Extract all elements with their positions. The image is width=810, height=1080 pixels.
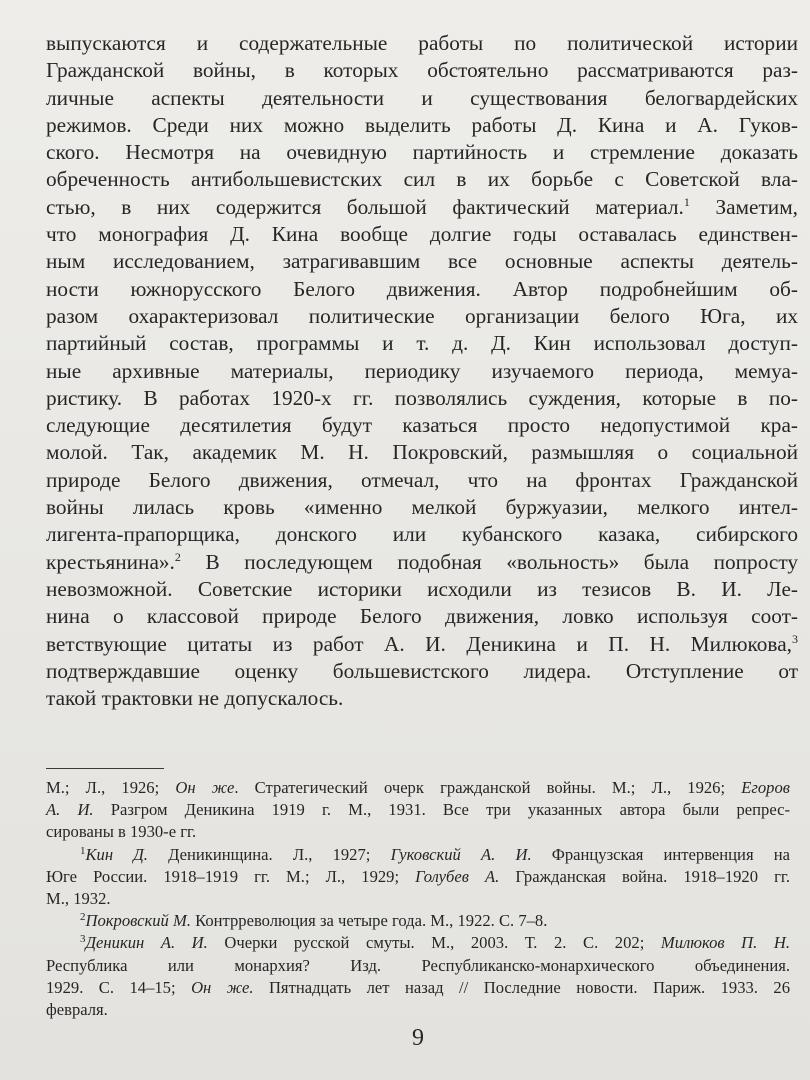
footnote-2 (46, 910, 790, 932)
text-line: нина о классовой природе Белого движения, ловко используя соот- (46, 604, 798, 629)
footnote-line (46, 799, 790, 821)
text-segment: 1929. С. 14–15; (46, 977, 192, 997)
author-name: Он же. (191, 977, 254, 997)
text-segment: . Стратегический очерк гражданской войны. М.; Л., 1926; (234, 778, 742, 797)
body-text (46, 30, 798, 712)
text-line: что монография Д. Кина вообще долгие годы оставалась единствен- (46, 222, 798, 247)
footnote-1 (46, 844, 790, 866)
footnotes (46, 777, 790, 1021)
text-line: режимов. Среди них можно выделить работы Д. Кина и А. Гуков- (46, 112, 798, 137)
text-line (46, 194, 798, 221)
text-segment: Французская интервенция на (531, 844, 791, 864)
text-line: ристику. В работах 1920-х гг. позволялись суждения, которые в по- (46, 385, 798, 410)
text-segment: Очерки русской смуты. М., 2003. Т. 2. С. 202; (207, 933, 661, 953)
text-line: такой трактовки не допускалось. (46, 686, 344, 711)
footnote-line (46, 866, 790, 888)
author-name: Он же (175, 778, 235, 797)
text-line: ского. Несмотря на очевидную партийность и стремление доказать (46, 140, 798, 165)
author-name: Милюков П. Н. (660, 933, 790, 953)
footnote-line: Республика или монархия? Изд. Республиканско-монархического объединения. (46, 955, 790, 975)
footnote-ref-3[interactable]: 3 (792, 631, 798, 646)
author-name: Деникин А. И. (85, 933, 208, 953)
footnote-number: 1 (80, 844, 86, 857)
text-line (46, 549, 798, 576)
text-line: партийный состав, программы и т. д. Д. Кин использовал доступ- (46, 331, 798, 356)
text-line: разом охарактеризовал политические организации белого Юга, их (46, 303, 798, 328)
author-name: А. И. (46, 800, 94, 820)
text-line: ным исследованием, затрагивавшим все основные аспекты деятель- (46, 249, 798, 274)
text-line: подтверждавшие оценку большевистского лидера. Отступление от (46, 658, 798, 683)
text-segment: стью, в них содержится большой фактический материал. (46, 194, 684, 219)
text-line: ные архивные материалы, периодику изучаемого периода, мемуа- (46, 358, 798, 383)
author-name: Покровский М. (85, 911, 191, 931)
footnote-number: 2 (80, 911, 86, 924)
page-number: 9 (412, 1025, 424, 1051)
footnote-line: февраля. (46, 1000, 108, 1020)
text-line: личные аспекты деятельности и существования белогвардейских (46, 85, 798, 110)
author-name: Егоров (741, 778, 790, 797)
footnote-ref-1[interactable]: 1 (683, 194, 690, 209)
text-segment: Гражданская война. 1918–1920 гг. (499, 866, 790, 886)
text-line: обреченность антибольшевистских сил в их борьбе с Советской вла- (46, 167, 798, 192)
text-line: Гражданской войны, в которых обстоятельно рассматриваются раз- (46, 58, 798, 83)
footnote-number: 3 (80, 933, 86, 946)
text-line: лигента-прапорщика, донского или кубанского казака, сибирского (46, 522, 798, 547)
text-segment: крестьянина». (46, 549, 175, 574)
footnote-line: сированы в 1930-е гг. (46, 822, 197, 842)
text-segment: Пятнадцать лет назад // Последние новости. Париж. 1933. 26 (253, 977, 790, 997)
text-line (46, 631, 798, 658)
footnote-ref-2[interactable]: 2 (174, 549, 181, 564)
text-segment: Контрреволюция за четыре года. М., 1922. С. 7–8. (190, 911, 548, 931)
author-name: Кин Д. (85, 844, 148, 864)
text-line: молой. Так, академик М. Н. Покровский, размышляя о социальной (46, 440, 798, 465)
footnote-line (46, 777, 790, 799)
text-line: следующие десятилетия будут казаться просто недопустимой кра- (46, 413, 798, 438)
footnote-line (46, 977, 790, 999)
text-line: ности южнорусского Белого движения. Автор подробнейшим об- (46, 276, 798, 301)
text-segment: Разгром Деникина 1919 г. М., 1931. Все три указанных автора были репрес- (93, 800, 790, 820)
text-segment: Юге России. 1918–1919 гг. М.; Л., 1929; (46, 866, 416, 886)
text-segment: Деникинщина. Л., 1927; (147, 844, 391, 864)
text-line: войны лилась кровь «именно мелкой буржуазии, мелкого интел- (46, 495, 798, 520)
text-line: природе Белого движения, отмечал, что на фронтах Гражданской (46, 467, 798, 492)
text-line: выпускаются и содержательные работы по политической истории (46, 31, 798, 55)
text-segment: ветствующие цитаты из работ А. И. Деникина и П. Н. Милюкова, (46, 631, 792, 656)
author-name: Голубев А. (415, 866, 500, 886)
text-segment: В последующем подобная «вольность» была попросту (180, 549, 798, 574)
footnote-3 (46, 932, 790, 954)
author-name: Гуковский А. И. (390, 844, 532, 864)
footnote-line: М., 1932. (46, 889, 111, 909)
text-segment: М.; Л., 1926; (46, 778, 176, 797)
text-line: невозможной. Советские историки исходили из тезисов В. И. Ле- (46, 576, 798, 601)
text-segment: Заметим, (689, 194, 798, 219)
footnote-separator (46, 768, 164, 769)
